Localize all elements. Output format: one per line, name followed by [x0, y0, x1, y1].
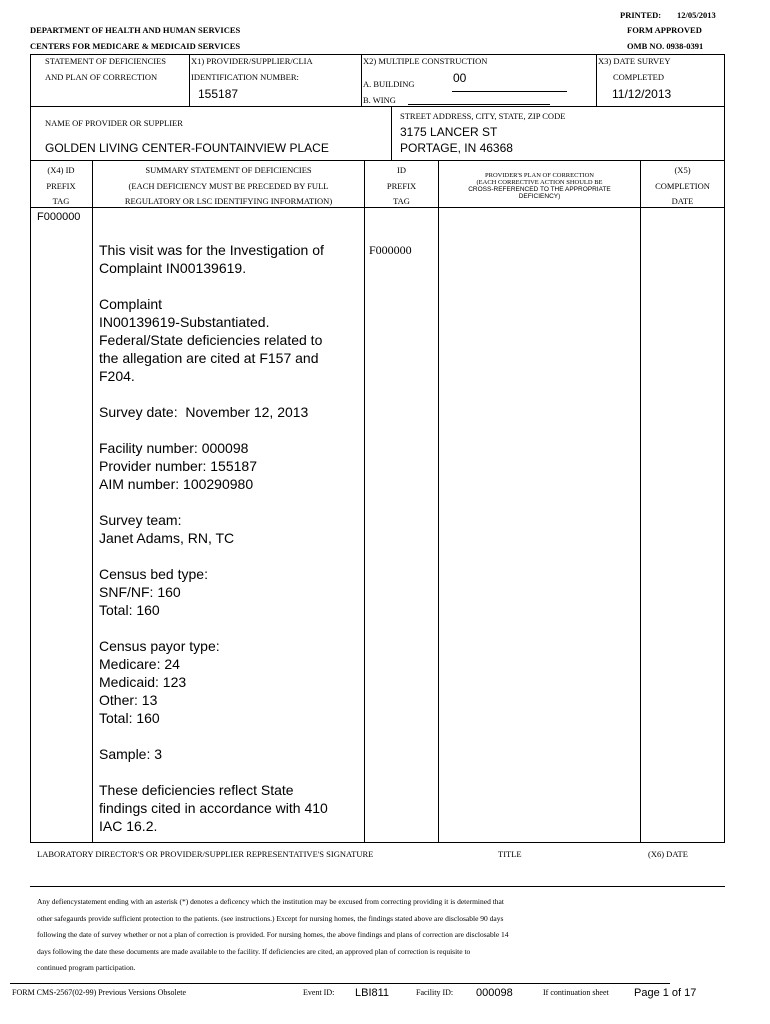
disclaimer-line: other safegaurds provide sufficient protection to the patients. (see instructions.) Except for nursing homes, the findings stated above are disclosable 90 days [37, 913, 504, 923]
summary-header-1: SUMMARY STATEMENT OF DEFICIENCIES [145, 165, 312, 175]
summary-line: Other: 13 [99, 692, 158, 708]
x2-label: X2) MULTIPLE CONSTRUCTION [363, 56, 488, 66]
summary-line: Janet Adams, RN, TC [99, 530, 235, 546]
summary-paragraph [99, 781, 361, 835]
summary-line: AIM number: 100290980 [99, 476, 254, 492]
summary-paragraph [99, 403, 361, 421]
omb-number: OMB NO. 0938-0391 [627, 41, 704, 51]
disclaimer-line: following the date of survey whether or not a plan of correction is provided. For nursing homes, the above findings and plans of correction are disclosable 14 [37, 930, 509, 939]
summary-line: Medicaid: 123 [99, 674, 187, 690]
summary-line: Facility number: 000098 [99, 440, 249, 456]
summary-line: IN00139619-Substantiated. [99, 314, 270, 330]
summary-paragraph [99, 295, 361, 385]
summary-line: Survey team: [99, 512, 182, 528]
address-label: STREET ADDRESS, CITY, STATE, ZIP CODE [400, 111, 566, 121]
x1-label-2: IDENTIFICATION NUMBER: [191, 72, 299, 82]
summary-line: IAC 16.2. [99, 818, 158, 834]
title-label: TITLE [498, 849, 522, 859]
summary-line: This visit was for the Investigation of [99, 242, 324, 258]
summary-line: Federal/State deficiencies related to [99, 332, 323, 348]
summary-line: SNF/NF: 160 [99, 584, 181, 600]
wing-label: B. WING [363, 95, 396, 105]
form-approved: FORM APPROVED [627, 25, 702, 35]
provider-name: GOLDEN LIVING CENTER-FOUNTAINVIEW PLACE [45, 141, 329, 155]
address-street: 3175 LANCER ST [400, 125, 498, 139]
department-title: DEPARTMENT OF HEALTH AND HUMAN SERVICES [30, 25, 241, 35]
x5-header-3: DATE [671, 196, 694, 206]
provider-id: 155187 [198, 87, 239, 101]
address-city: PORTAGE, IN 46368 [400, 141, 513, 155]
x1-label: X1) PROVIDER/SUPPLIER/CLIA [191, 56, 313, 66]
survey-completed-date: 11/12/2013 [612, 87, 672, 101]
right-prefix-tag: F000000 [369, 243, 412, 257]
summary-line: These deficiencies reflect State [99, 782, 294, 798]
disclaimer [37, 894, 717, 977]
building-label: A. BUILDING [363, 79, 415, 89]
plan-header-2: (EACH CORRECTIVE ACTION SHOULD BE [476, 179, 603, 186]
printed-date: 12/05/2013 [677, 10, 716, 20]
summary-line: the allegation are cited at F157 and [99, 350, 319, 366]
summary-paragraph [99, 439, 361, 493]
summary-line: Complaint IN00139619. [99, 260, 247, 276]
x5-header-1: (X5) [674, 165, 691, 175]
summary-header-3: REGULATORY OR LSC IDENTIFYING INFORMATION) [124, 196, 333, 206]
summary-line: Total: 160 [99, 710, 160, 726]
id-header-3: TAG [393, 196, 410, 206]
building-value: 00 [453, 71, 467, 85]
summary-line: Census bed type: [99, 566, 208, 582]
event-id-label: Event ID: [303, 988, 335, 997]
facility-id-value: 000098 [476, 987, 513, 999]
date-label: (X6) DATE [648, 849, 688, 859]
id-header-2: PREFIX [386, 181, 417, 191]
summary-line: Provider number: 155187 [99, 458, 257, 474]
statement-label-2: AND PLAN OF CORRECTION [45, 72, 158, 82]
summary-paragraph [99, 745, 361, 763]
summary-paragraph [99, 637, 361, 727]
plan-header-4: DEFICIENCY) [518, 193, 561, 200]
x4-header-3: TAG [52, 196, 70, 206]
centers-title: CENTERS FOR MEDICARE & MEDICAID SERVICES [30, 41, 241, 51]
summary-paragraph [99, 511, 361, 547]
x3-label-2: COMPLETED [613, 72, 664, 82]
disclaimer-line: Any defiencystatement ending with an asterisk (*) denotes a deficency which the institution may be excused from correcting providing it is determined that [37, 897, 504, 906]
x5-header-2: COMPLETION [655, 181, 710, 191]
summary-line: Survey date: November 12, 2013 [99, 404, 309, 420]
plan-header-3: CROSS-REFERENCED TO THE APPROPRIATE [468, 186, 611, 193]
form-number: FORM CMS-2567(02-99) Previous Versions Obsolete [12, 988, 187, 997]
facility-id-label: Facility ID: [416, 988, 454, 997]
signature-label: LABORATORY DIRECTOR'S OR PROVIDER/SUPPLIER REPRESENTATIVE'S SIGNATURE [37, 849, 374, 859]
summary-line: Census payor type: [99, 638, 220, 654]
deficiency-summary [99, 241, 361, 853]
summary-line: F204. [99, 368, 135, 384]
printed-label: PRINTED: [620, 10, 662, 20]
continuation-label: If continuation sheet [543, 988, 609, 997]
x4-header-2: PREFIX [46, 181, 76, 191]
id-header-1: ID [397, 165, 406, 175]
summary-line: Complaint [99, 296, 163, 312]
summary-line: Total: 160 [99, 602, 160, 618]
statement-label-1: STATEMENT OF DEFICIENCIES [45, 56, 167, 66]
x4-header-1: (X4) ID [47, 165, 75, 175]
summary-paragraph [99, 565, 361, 619]
summary-paragraph [99, 241, 361, 277]
event-id-value: LBI811 [355, 987, 390, 999]
page-number: Page 1 of 17 [634, 987, 697, 999]
summary-header-2: (EACH DEFICIENCY MUST BE PRECEDED BY FULL [128, 181, 329, 191]
summary-line: findings cited in accordance with 410 [99, 800, 328, 816]
left-prefix-tag: F000000 [37, 211, 81, 223]
x3-label: X3) DATE SURVEY [598, 56, 671, 66]
provider-name-label: NAME OF PROVIDER OR SUPPLIER [45, 118, 183, 128]
disclaimer-line: days following the date these documents are made available to the facility. If deficiencies are cited, an approved plan of correction is requisite to [37, 946, 471, 956]
summary-line: Medicare: 24 [99, 656, 180, 672]
plan-header-1: PROVIDER'S PLAN OF CORRECTION [485, 172, 594, 179]
disclaimer-line: continued program participation. [37, 963, 136, 972]
summary-line: Sample: 3 [99, 746, 163, 762]
